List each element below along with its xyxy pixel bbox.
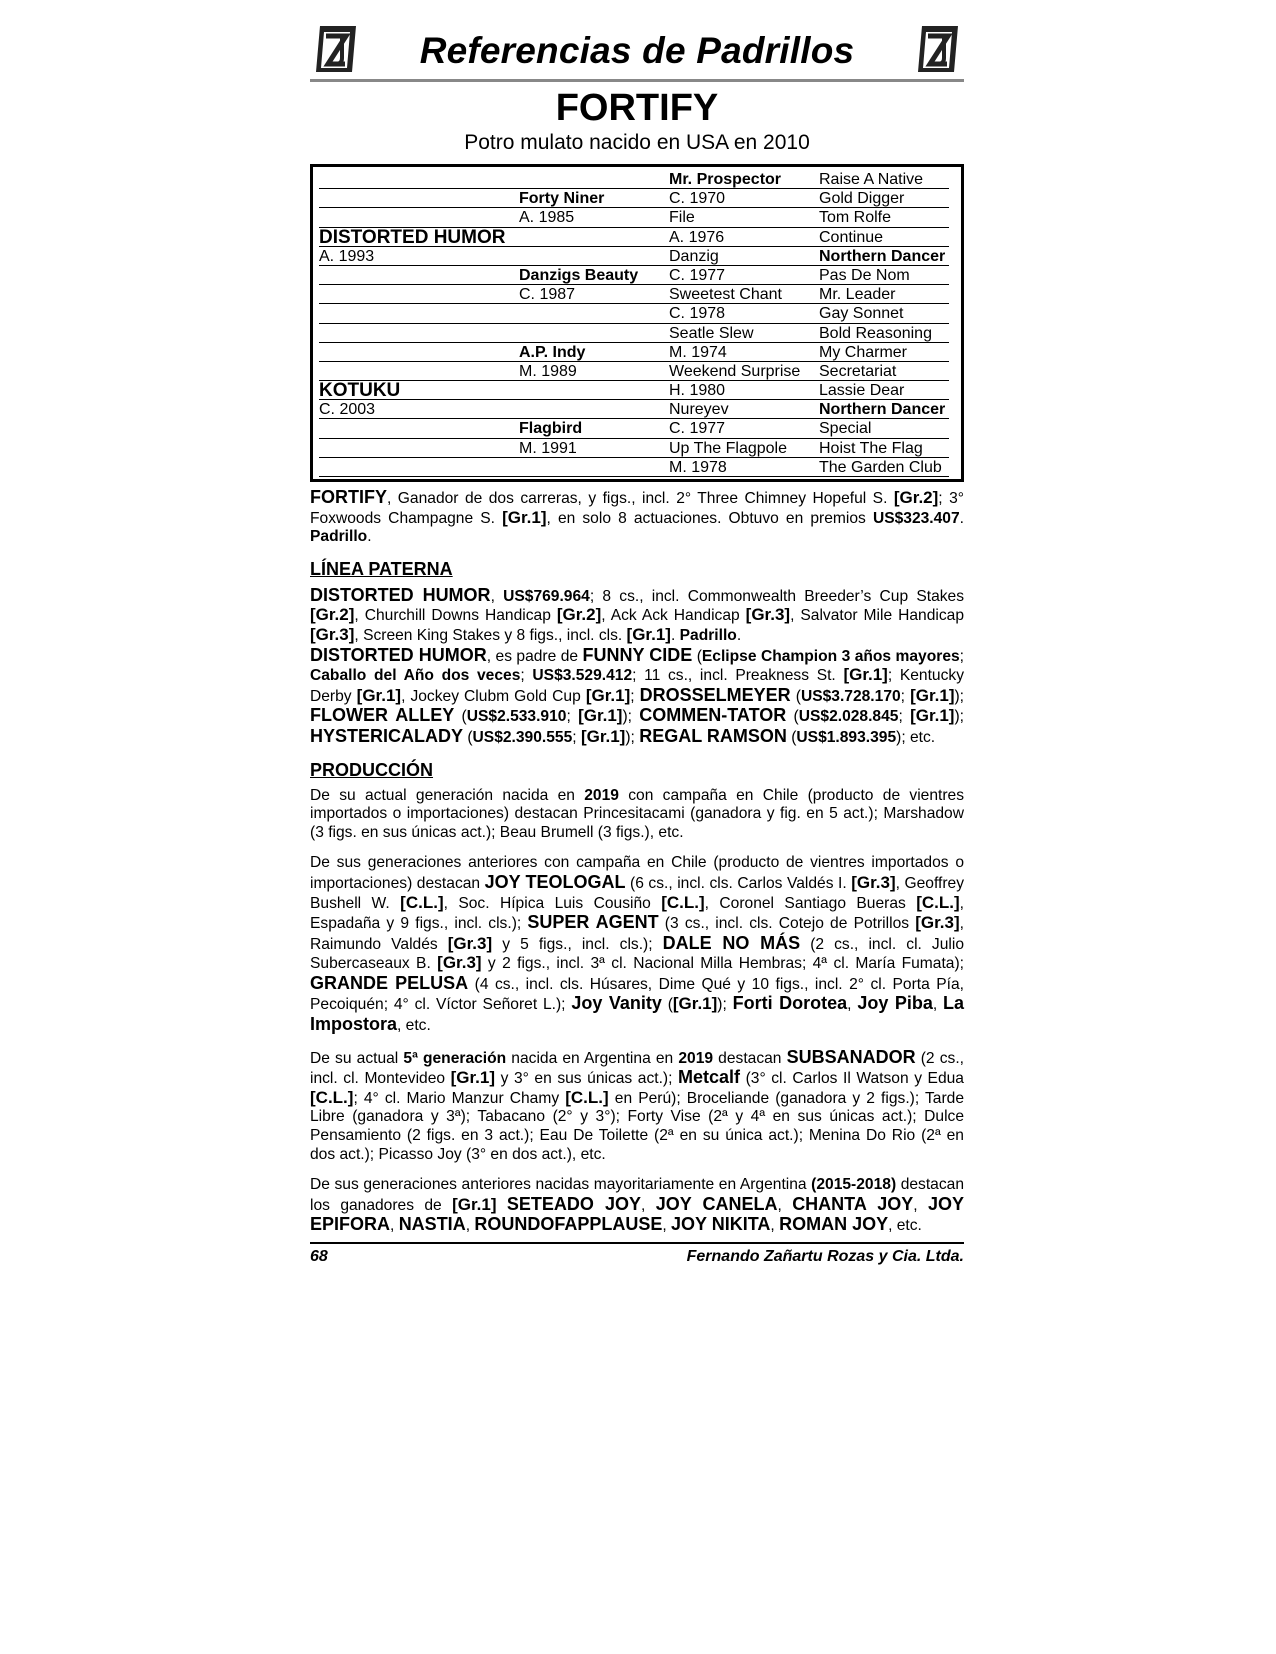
pedigree-cell: My Charmer: [819, 343, 949, 362]
pedigree-cell: M. 1989: [519, 362, 669, 381]
pedigree-row: [319, 362, 953, 381]
pedigree-cell: C. 2003: [319, 400, 519, 419]
pedigree-cell: Sweetest Chant: [669, 285, 819, 304]
pedigree-cell: Seatle Slew: [669, 324, 819, 343]
pedigree-cell: Northern Dancer: [819, 400, 949, 419]
pedigree-cell: Mr. Leader: [819, 285, 949, 304]
pedigree-cell: Bold Reasoning: [819, 324, 949, 343]
pedigree-cell: C. 1977: [669, 419, 819, 438]
pedigree-cell: [319, 189, 519, 208]
pedigree-cell: M. 1978: [669, 458, 819, 477]
pedigree-cell: [319, 324, 519, 343]
page-header: [310, 20, 964, 82]
section-heading-produccion: PRODUCCIÓN: [310, 759, 434, 780]
produccion-paragraph-2: De sus generaciones anteriores con campaña en Chile (producto de vientres importados o importaciones) destacan JOY TEOLOGAL (6 cs., incl. cls. Carlos Valdés I. [Gr.3], Geoffrey Bushell W. [C.L.], Soc. Hípica Luis Cousiño [C.L.], Coronel Santiago Bueras [C.L.], Espadaña y 9 figs., incl. cls.); SUPER AGENT (3 cs., incl. cls. Cotejo de Potrillos [Gr.3], Raimundo Valdés [Gr.3] y 5 figs., incl. cls.); DALE NO MÁS (2 cs., incl. cl. Julio Subercaseaux B. [Gr.3] y 2 figs., incl. 3ª cl. Nacional Milla Hembras; 4ª cl. María Fumata); GRANDE PELUSA (4 cs., incl. cls. Húsares, Dime Qué y 10 figs., incl. 2° cl. Porta Pía, Pecoiquén; 4° cl. Víctor Señoret L.); Joy Vanity ([Gr.1]); Forti Dorotea, Joy Piba, La Impostora, etc.: [310, 854, 965, 1035]
pedigree-cell: Up The Flagpole: [669, 439, 819, 458]
pedigree-cell: Hoist The Flag: [819, 439, 949, 458]
pedigree-cell: A.P. Indy: [519, 343, 669, 362]
pedigree-row: [319, 400, 953, 419]
pedigree-row: [319, 324, 953, 343]
pedigree-cell: Danzig: [669, 247, 819, 266]
pedigree-cell: C. 1987: [519, 285, 669, 304]
pedigree-cell: Gay Sonnet: [819, 304, 949, 323]
pedigree-row: [319, 343, 953, 362]
pedigree-row: [319, 208, 953, 227]
pedigree-cell: [319, 458, 519, 477]
pedigree-cell: A. 1993: [319, 247, 519, 266]
pedigree-table: [310, 164, 964, 482]
pedigree-cell: DISTORTED HUMOR: [319, 228, 519, 247]
pedigree-cell: [319, 439, 519, 458]
document-page: [310, 20, 964, 1266]
pedigree-row: [319, 439, 953, 458]
pedigree-cell: [319, 419, 519, 438]
pedigree-cell: Special: [819, 419, 949, 438]
pedigree-cell: [519, 381, 669, 400]
page-number: 68: [310, 1247, 328, 1265]
intro-paragraph: FORTIFY, Ganador de dos carreras, y figs., incl. 2° Three Chimney Hopeful S. [Gr.2]; 3° Foxwoods Champagne S. [Gr.1], en solo 8 actuaciones. Obtuvo en premios US$323.407. Padrillo.: [310, 487, 965, 546]
pedigree-cell: File: [669, 208, 819, 227]
pedigree-cell: Danzigs Beauty: [519, 266, 669, 285]
pedigree-cell: Raise A Native: [819, 170, 949, 189]
pedigree-cell: [519, 228, 669, 247]
pedigree-row: [319, 381, 953, 400]
pedigree-row: [319, 285, 953, 304]
pedigree-cell: Forty Niner: [519, 189, 669, 208]
pedigree-cell: [319, 170, 519, 189]
pedigree-cell: M. 1991: [519, 439, 669, 458]
pedigree-cell: [319, 208, 519, 227]
produccion-paragraph-1: De su actual generación nacida en 2019 con campaña en Chile (producto de vientres importados o importaciones) destacan Princesitacami (ganadora y fig. en 5 act.); Marshadow (3 figs. en sus únicas act.); Beau Brumell (3 figs.), etc.: [310, 786, 965, 841]
pedigree-cell: Mr. Prospector: [669, 170, 819, 189]
pedigree-cell: KOTUKU: [319, 381, 519, 400]
pedigree-row: [319, 266, 953, 285]
running-title: Referencias de Padrillos: [419, 30, 855, 71]
paterna-paragraph-2: DISTORTED HUMOR, es padre de FUNNY CIDE (Eclipse Champion 3 años mayores; Caballo del Año dos veces; US$3.529.412; 11 cs., incl. Preakness St. [Gr.1]; Kentucky Derby [Gr.1], Jockey Clubm Gold Cup [Gr.1]; DROSSELMEYER (US$3.728.170; [Gr.1]); FLOWER ALLEY (US$2.533.910; [Gr.1]); COMMEN-TATOR (US$2.028.845; [Gr.1]); HYSTERICALADY (US$2.390.555; [Gr.1]); REGAL RAMSON (US$1.893.395); etc.: [310, 644, 965, 746]
pedigree-cell: [519, 400, 669, 419]
pedigree-cell: Flagbird: [519, 419, 669, 438]
pedigree-row: [319, 304, 953, 323]
pedigree-row: [319, 247, 953, 266]
header-rule: [310, 79, 964, 82]
pedigree-row: [319, 170, 953, 189]
pedigree-cell: Weekend Surprise: [669, 362, 819, 381]
pedigree-cell: Northern Dancer: [819, 247, 949, 266]
pedigree-cell: [519, 247, 669, 266]
page-footer: [310, 1248, 964, 1266]
pedigree-row: [319, 228, 953, 247]
pedigree-cell: [319, 266, 519, 285]
horse-name-inline: FORTIFY: [310, 487, 387, 507]
pedigree-cell: M. 1974: [669, 343, 819, 362]
pedigree-cell: Pas De Nom: [819, 266, 949, 285]
pedigree-cell: H. 1980: [669, 381, 819, 400]
pedigree-row: [319, 419, 953, 438]
pedigree-row: [319, 189, 953, 208]
pedigree-cell: Nureyev: [669, 400, 819, 419]
pedigree-cell: [519, 324, 669, 343]
paterna-paragraph-1: DISTORTED HUMOR, US$769.964; 8 cs., incl. Commonwealth Breeder’s Cup Stakes [Gr.2], Churchill Downs Handicap [Gr.2], Ack Ack Handicap [Gr.3], Salvator Mile Handicap [Gr.3], Screen King Stakes y 8 figs., incl. cls. [Gr.1]. Padrillo.: [310, 584, 965, 644]
produccion-paragraph-3: De su actual 5ª generación nacida en Argentina en 2019 destacan SUBSANADOR (2 cs., incl. cl. Montevideo [Gr.1] y 3° en sus únicas act.); Metcalf (3° cl. Carlos Il Watson y Edua [C.L.]; 4° cl. Mario Manzur Chamy [C.L.] en Perú); Broceliande (ganadora y 2 figs.); Tarde Libre (ganadora y 3ª); Tabacano (2° y 3°); Forty Vise (2ª y 4ª en sus únicas act.); Dulce Pensamiento (2 figs. en 3 act.); Eau De Toilette (2ª en su única act.); Menina Do Rio (2ª en dos act.); Picasso Joy (3° en dos act.), etc.: [310, 1046, 965, 1163]
pedigree-cell: C. 1977: [669, 266, 819, 285]
pedigree-cell: A. 1976: [669, 228, 819, 247]
pedigree-cell: A. 1985: [519, 208, 669, 227]
pedigree-cell: Tom Rolfe: [819, 208, 949, 227]
pedigree-cell: [519, 458, 669, 477]
footer-rule: [310, 1242, 964, 1244]
produccion-paragraph-4: De sus generaciones anteriores nacidas mayoritariamente en Argentina (2015-2018) destacan los ganadores de [Gr.1] SETEADO JOY, JOY CANELA, CHANTA JOY, JOY EPIFORA, NASTIA, ROUNDOFAPPLAUSE, JOY NIKITA, ROMAN JOY, etc.: [310, 1176, 964, 1235]
horse-subtitle: Potro mulato nacido en USA en 2010: [464, 131, 810, 154]
pedigree-cell: [519, 170, 669, 189]
pedigree-row: [319, 458, 953, 477]
fz-monogram-logo: [914, 24, 962, 76]
pedigree-cell: Secretariat: [819, 362, 949, 381]
pedigree-cell: The Garden Club: [819, 458, 949, 477]
publisher-name: Fernando Zañartu Rozas y Cia. Ltda.: [686, 1247, 964, 1265]
pedigree-cell: C. 1970: [669, 189, 819, 208]
pedigree-cell: Continue: [819, 228, 949, 247]
horse-name: FORTIFY: [555, 87, 719, 129]
pedigree-cell: [519, 304, 669, 323]
pedigree-cell: Lassie Dear: [819, 381, 949, 400]
pedigree-cell: [319, 343, 519, 362]
pedigree-cell: Gold Digger: [819, 189, 949, 208]
pedigree-cell: [319, 304, 519, 323]
pedigree-cell: [319, 285, 519, 304]
section-heading-linea-paterna: LÍNEA PATERNA: [310, 558, 453, 579]
pedigree-cell: [319, 362, 519, 381]
pedigree-cell: C. 1978: [669, 304, 819, 323]
